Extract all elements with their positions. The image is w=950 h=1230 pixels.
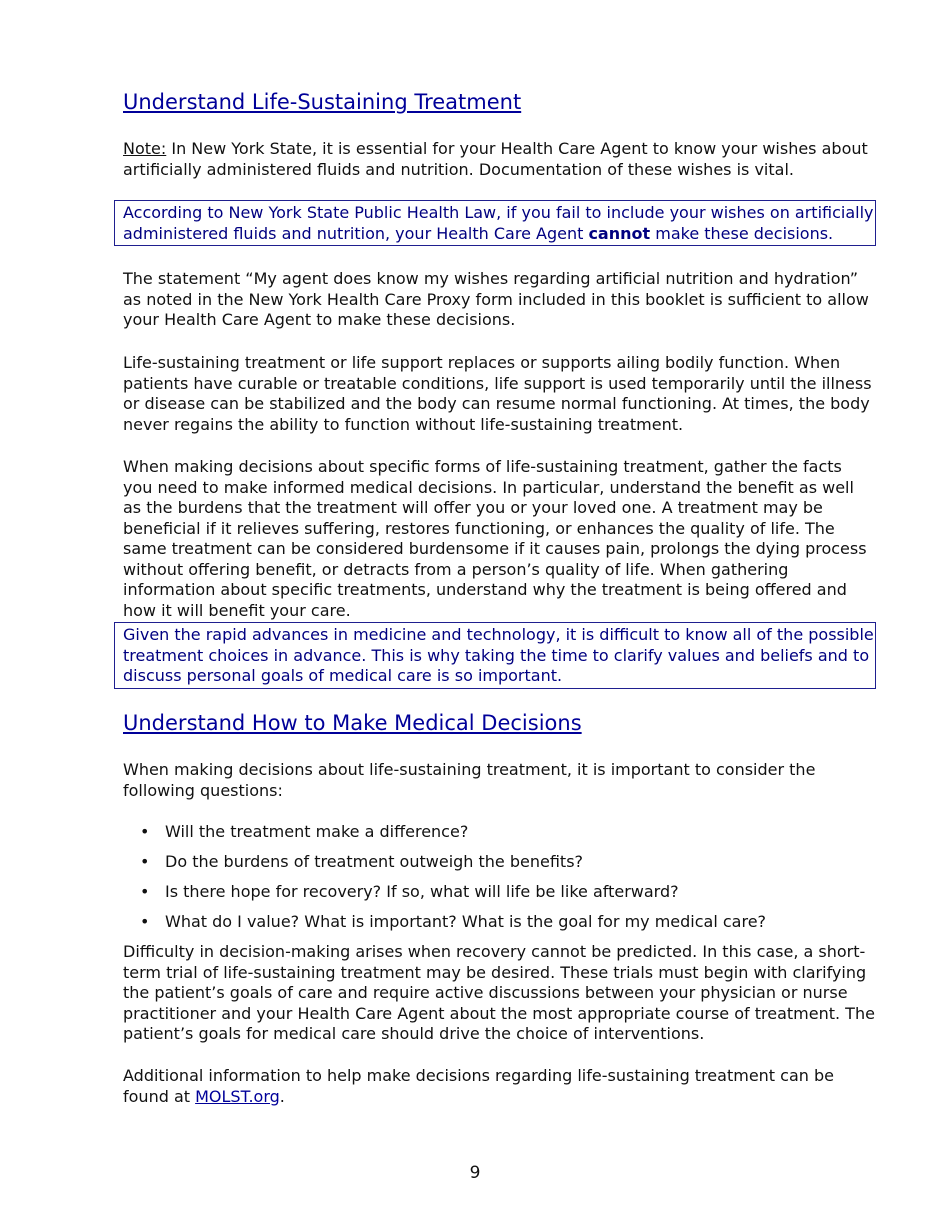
link-suffix: . xyxy=(279,1086,285,1106)
callout1-text-end: make these decisions. xyxy=(650,223,834,243)
bullet-icon: • xyxy=(140,912,150,931)
list-item xyxy=(123,852,875,882)
section-heading-life-sustaining: Understand Life-Sustaining Treatment xyxy=(123,90,522,114)
section-heading-medical-decisions: Understand How to Make Medical Decisions xyxy=(123,711,582,735)
callout1-text-start: According to New York State Public Health Law, if you fail to include your wishes on artificially administered fluids and nutrition, your Health Care Agent xyxy=(123,203,874,243)
callout-public-health-law xyxy=(114,200,876,246)
note-text: In New York State, it is essential for your Health Care Agent to know your wishes about artificially administered fluids and nutrition. Documentation of these wishes is vital. xyxy=(123,139,868,179)
callout-rapid-advances: Given the rapid advances in medicine and technology, it is difficult to know all of the possible treatment choices in advance. This is why taking the time to clarify values and beliefs and to discuss personal goals of medical care is so important. xyxy=(114,622,876,689)
note-paragraph xyxy=(123,139,875,180)
additional-info-text: Additional information to help make decisions regarding life-sustaining treatment can be found at xyxy=(123,1066,834,1106)
list-item xyxy=(123,822,875,852)
list-item-text: Will the treatment make a difference? xyxy=(165,822,469,841)
callout1-bold-cannot: cannot xyxy=(588,223,651,243)
decisions-paragraph: When making decisions about specific forms of life-sustaining treatment, gather the facts you need to make informed medical decisions. In particular, understand the benefit as well as the burdens that the treatment will offer you or your loved one. A treatment may be beneficial if it relieves suffering, restores functioning, or enhances the quality of life. The same treatment can be considered burdensome if it causes pain, prolongs the dying process without offering benefit, or detracts from a person’s quality of life. When gathering information about specific treatments, understand why the treatment is being offered and how it will benefit your care. xyxy=(123,457,867,620)
additional-info-paragraph xyxy=(123,1066,875,1107)
bullet-icon: • xyxy=(140,852,150,871)
list-item-text: Is there hope for recovery? If so, what will life be like afterward? xyxy=(165,882,679,901)
page-number: 9 xyxy=(469,1163,481,1183)
statement-paragraph: The statement “My agent does know my wishes regarding artificial nutrition and hydration” as noted in the New York Health Care Proxy form included in this booklet is sufficient to allow your Health Care Agent to make these decisions. xyxy=(123,269,869,329)
bullet-icon: • xyxy=(140,882,150,901)
list-item-text: What do I value? What is important? What is the goal for my medical care? xyxy=(165,912,767,931)
questions-intro: When making decisions about life-sustaining treatment, it is important to consider the following questions: xyxy=(123,760,816,800)
difficulty-paragraph: Difficulty in decision-making arises when recovery cannot be predicted. In this case, a short-term trial of life-sustaining treatment may be desired. These trials must begin with clarifying the patient’s goals of care and require active discussions between your physician or nurse practitioner and your Health Care Agent about the most appropriate course of treatment. The patient’s goals for medical care should drive the choice of interventions. xyxy=(123,942,875,1043)
questions-list xyxy=(123,822,875,942)
list-item-text: Do the burdens of treatment outweigh the benefits? xyxy=(165,852,584,871)
note-label: Note: xyxy=(123,139,167,158)
list-item xyxy=(123,882,875,912)
molst-link[interactable]: MOLST.org xyxy=(195,1086,280,1106)
life-support-paragraph: Life-sustaining treatment or life support replaces or supports ailing bodily function. When patients have curable or treatable conditions, life support is used temporarily until the illness or disease can be stabilized and the body can resume normal functioning. At times, the body never regains the ability to function without life-sustaining treatment. xyxy=(123,353,872,434)
list-item xyxy=(123,912,875,942)
bullet-icon: • xyxy=(140,822,150,841)
